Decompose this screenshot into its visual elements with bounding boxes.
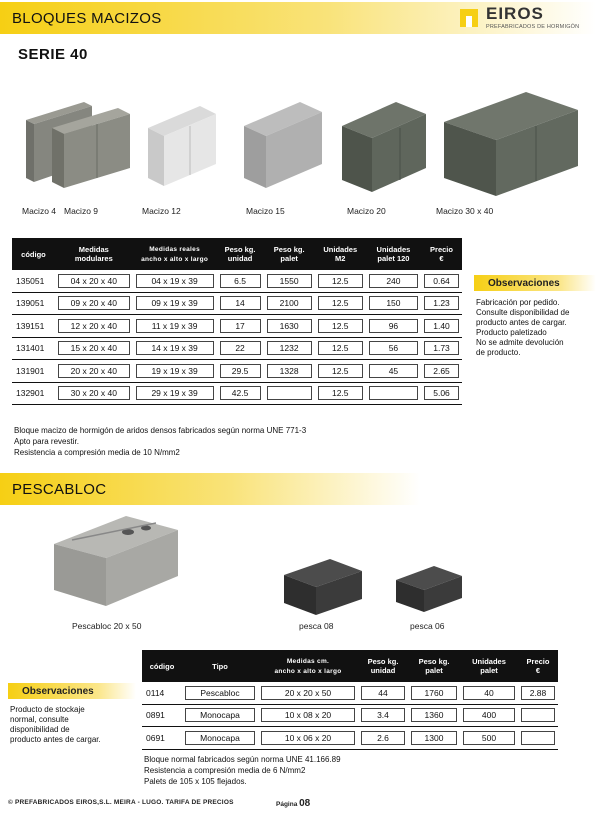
value-box: 12.5 xyxy=(318,296,363,310)
cell-peso_unidad xyxy=(217,383,264,406)
value-box: 22 xyxy=(220,341,261,355)
value-box: 1.23 xyxy=(424,296,459,310)
cell-unidades_m2 xyxy=(315,293,366,316)
cell-peso_palet xyxy=(264,338,315,361)
value-box: 56 xyxy=(369,341,418,355)
table-row xyxy=(12,270,462,293)
cell-modulares xyxy=(55,315,133,338)
cell-precio xyxy=(421,360,462,383)
cell-modulares xyxy=(55,338,133,361)
cell-peso_palet xyxy=(264,270,315,293)
cell-precio xyxy=(421,293,462,316)
cell-peso_unidad xyxy=(217,360,264,383)
col-peso-palet: Peso kg. palet xyxy=(264,238,315,270)
cell-unidades xyxy=(460,705,518,728)
caption-pesca-08: pesca 08 xyxy=(299,621,334,631)
cell-reales xyxy=(133,383,217,406)
table-row xyxy=(142,705,558,728)
col-unidades-palet: Unidades palet 120 xyxy=(366,238,421,270)
col-peso-palet: Peso kg. palet xyxy=(408,650,460,682)
value-box: 1760 xyxy=(411,686,457,700)
table-row xyxy=(12,293,462,316)
cell-peso_unidad xyxy=(217,315,264,338)
cell-unidades_palet xyxy=(366,315,421,338)
cell-peso_palet xyxy=(408,682,460,705)
value-box: 12.5 xyxy=(318,319,363,333)
cell-peso_palet xyxy=(264,360,315,383)
value-box: 1.73 xyxy=(424,341,459,355)
value-box: 19 x 19 x 39 xyxy=(136,364,214,378)
cell-precio xyxy=(421,315,462,338)
macizo-15-image xyxy=(240,96,326,192)
value-box: 1328 xyxy=(267,364,312,378)
cell-codigo: 132901 xyxy=(12,383,55,406)
col-medidas-modulares: Medidas modulares xyxy=(55,238,133,270)
cell-unidades xyxy=(460,682,518,705)
value-box: 500 xyxy=(463,731,515,745)
caption-macizo-9: Macizo 9 xyxy=(64,206,99,216)
col-tipo: Tipo xyxy=(182,650,258,682)
col-unidades: Unidades palet xyxy=(460,650,518,682)
col-precio: Precio € xyxy=(518,650,558,682)
cell-codigo: 0891 xyxy=(142,705,182,728)
value-box: 12.5 xyxy=(318,274,363,288)
col-medidas: Medidas cm. ancho x alto x largo xyxy=(258,650,358,682)
cell-reales xyxy=(133,293,217,316)
col-peso-unidad: Peso kg. unidad xyxy=(217,238,264,270)
value-box: 17 xyxy=(220,319,261,333)
observaciones-header: Observaciones xyxy=(8,683,136,699)
cell-unidades_m2 xyxy=(315,315,366,338)
value-box: 40 xyxy=(463,686,515,700)
price-table-macizos xyxy=(12,238,462,405)
value-box: Monocapa xyxy=(185,731,255,745)
value-box: 10 x 08 x 20 xyxy=(261,708,355,722)
section-title: BLOQUES MACIZOS xyxy=(12,9,162,27)
cell-unidades xyxy=(460,727,518,750)
caption-macizo-20: Macizo 20 xyxy=(347,206,386,216)
cell-peso_unidad xyxy=(217,293,264,316)
cell-codigo: 135051 xyxy=(12,270,55,293)
value-box: 2.65 xyxy=(424,364,459,378)
col-peso-unidad: Peso kg. unidad xyxy=(358,650,408,682)
value-box: 96 xyxy=(369,319,418,333)
value-box: 30 x 20 x 40 xyxy=(58,386,130,400)
cell-reales xyxy=(133,315,217,338)
value-box: 14 x 19 x 39 xyxy=(136,341,214,355)
cell-modulares xyxy=(55,360,133,383)
macizo-4-9-image xyxy=(22,96,134,192)
eiros-logo xyxy=(458,6,582,34)
value-box: 2.88 xyxy=(521,686,555,700)
caption-macizo-15: Macizo 15 xyxy=(246,206,285,216)
cell-codigo: 139051 xyxy=(12,293,55,316)
table-row xyxy=(12,338,462,361)
value-box: 12 x 20 x 40 xyxy=(58,319,130,333)
value-box: 1.40 xyxy=(424,319,459,333)
notes-pescabloc: Bloque normal fabricados según norma UNE 41.166.89 Resistencia a compresión media de 6 N/mm2 Palets de 105 x 105 flejados. xyxy=(144,755,341,786)
value-box: 1300 xyxy=(411,731,457,745)
table-row xyxy=(142,727,558,750)
cell-codigo: 0691 xyxy=(142,727,182,750)
cell-peso_palet xyxy=(408,705,460,728)
col-unidades-m2: Unidades M2 xyxy=(315,238,366,270)
caption-pescabloc: Pescabloc 20 x 50 xyxy=(72,621,142,631)
value-box: 04 x 20 x 40 xyxy=(58,274,130,288)
value-box: 09 x 19 x 39 xyxy=(136,296,214,310)
cell-tipo xyxy=(182,682,258,705)
pesca-06-image xyxy=(392,562,466,618)
value-box: 0.64 xyxy=(424,274,459,288)
section-title: PESCABLOC xyxy=(12,480,107,498)
value-box: 1232 xyxy=(267,341,312,355)
cell-unidades_m2 xyxy=(315,383,366,406)
value-box: 1550 xyxy=(267,274,312,288)
macizo-30x40-image xyxy=(440,86,582,200)
value-box: 11 x 19 x 39 xyxy=(136,319,214,333)
value-box: 240 xyxy=(369,274,418,288)
cell-medidas xyxy=(258,682,358,705)
value-box: 12.5 xyxy=(318,386,363,400)
page-number: Página 08 xyxy=(276,798,311,809)
cell-tipo xyxy=(182,727,258,750)
cell-tipo xyxy=(182,705,258,728)
logo-tagline: PREFABRICADOS DE HORMIGÓN xyxy=(486,24,580,30)
observaciones-text: Producto de stockaje normal, consulte disponibilidad de producto antes de cargar. xyxy=(10,705,101,744)
cell-precio xyxy=(518,727,558,750)
value-box: 20 x 20 x 50 xyxy=(261,686,355,700)
value-box: Pescabloc xyxy=(185,686,255,700)
macizo-20-image xyxy=(338,96,430,196)
cell-unidades_m2 xyxy=(315,338,366,361)
notes-macizos: Bloque macizo de hormigón de aridos densos fabricados según norma UNE 771-3 Apto para revestir. Resistencia a compresión media de 10 N/mm2 xyxy=(14,426,307,457)
cell-peso_unidad xyxy=(358,682,408,705)
caption-macizo-30x40: Macizo 30 x 40 xyxy=(436,206,494,216)
cell-precio xyxy=(421,338,462,361)
eiros-logo-icon xyxy=(458,7,480,29)
cell-peso_unidad xyxy=(217,270,264,293)
col-codigo: código xyxy=(142,650,182,682)
pesca-08-image xyxy=(280,555,366,619)
cell-precio xyxy=(421,270,462,293)
cell-modulares xyxy=(55,383,133,406)
value-box: 04 x 19 x 39 xyxy=(136,274,214,288)
value-box xyxy=(267,386,312,400)
col-precio: Precio € xyxy=(421,238,462,270)
value-box: 14 xyxy=(220,296,261,310)
cell-unidades_palet xyxy=(366,293,421,316)
table-row xyxy=(12,383,462,406)
price-table-pescabloc xyxy=(142,650,558,750)
footer-copyright: © PREFABRICADOS EIROS,S.L. MEIRA - LUGO. TARIFA DE PRECIOS xyxy=(8,799,234,806)
caption-macizo-12: Macizo 12 xyxy=(142,206,181,216)
value-box: Monocapa xyxy=(185,708,255,722)
value-box xyxy=(521,731,555,745)
value-box: 42.5 xyxy=(220,386,261,400)
cell-modulares xyxy=(55,293,133,316)
cell-unidades_palet xyxy=(366,338,421,361)
cell-peso_palet xyxy=(264,293,315,316)
cell-unidades_m2 xyxy=(315,360,366,383)
value-box: 20 x 20 x 40 xyxy=(58,364,130,378)
pescabloc-20x50-image xyxy=(50,510,182,610)
cell-unidades_palet xyxy=(366,383,421,406)
value-box: 5.06 xyxy=(424,386,459,400)
cell-unidades_palet xyxy=(366,270,421,293)
table-header-row xyxy=(142,650,558,682)
cell-unidades_palet xyxy=(366,360,421,383)
cell-codigo: 131401 xyxy=(12,338,55,361)
value-box: 400 xyxy=(463,708,515,722)
cell-precio xyxy=(421,383,462,406)
cell-codigo: 139151 xyxy=(12,315,55,338)
cell-precio xyxy=(518,705,558,728)
macizo-12-image xyxy=(144,100,220,190)
cell-unidades_m2 xyxy=(315,270,366,293)
section-header-pescabloc xyxy=(0,473,420,505)
cell-medidas xyxy=(258,727,358,750)
value-box: 09 x 20 x 40 xyxy=(58,296,130,310)
observaciones-text: Fabricación por pedido. Consulte disponibilidad de producto antes de cargar. Producto paletizado No se admite devolución de producto. xyxy=(476,298,570,357)
value-box: 1360 xyxy=(411,708,457,722)
value-box: 6.5 xyxy=(220,274,261,288)
value-box: 10 x 06 x 20 xyxy=(261,731,355,745)
cell-codigo: 131901 xyxy=(12,360,55,383)
value-box: 2100 xyxy=(267,296,312,310)
col-codigo: código xyxy=(12,238,55,270)
value-box: 3.4 xyxy=(361,708,405,722)
value-box: 15 x 20 x 40 xyxy=(58,341,130,355)
cell-codigo: 0114 xyxy=(142,682,182,705)
table-row xyxy=(12,315,462,338)
value-box: 1630 xyxy=(267,319,312,333)
observaciones-header: Observaciones xyxy=(474,275,596,291)
value-box: 29.5 xyxy=(220,364,261,378)
value-box xyxy=(369,386,418,400)
cell-reales xyxy=(133,338,217,361)
cell-peso_unidad xyxy=(217,338,264,361)
cell-reales xyxy=(133,360,217,383)
cell-precio xyxy=(518,682,558,705)
cell-reales xyxy=(133,270,217,293)
table-row xyxy=(142,682,558,705)
cell-peso_unidad xyxy=(358,727,408,750)
cell-peso_unidad xyxy=(358,705,408,728)
cell-peso_palet xyxy=(408,727,460,750)
table-row xyxy=(12,360,462,383)
value-box: 44 xyxy=(361,686,405,700)
value-box: 45 xyxy=(369,364,418,378)
cell-peso_palet xyxy=(264,383,315,406)
value-box: 150 xyxy=(369,296,418,310)
logo-name: EIROS xyxy=(486,4,544,23)
col-medidas-reales: Medidas reales ancho x alto x largo xyxy=(133,238,217,270)
value-box: 12.5 xyxy=(318,341,363,355)
value-box: 29 x 19 x 39 xyxy=(136,386,214,400)
cell-medidas xyxy=(258,705,358,728)
caption-macizo-4: Macizo 4 xyxy=(22,206,57,216)
cell-modulares xyxy=(55,270,133,293)
cell-peso_palet xyxy=(264,315,315,338)
table-header-row xyxy=(12,238,462,270)
caption-pesca-06: pesca 06 xyxy=(410,621,445,631)
serie-title: SERIE 40 xyxy=(18,46,88,63)
value-box xyxy=(521,708,555,722)
value-box: 12.5 xyxy=(318,364,363,378)
value-box: 2.6 xyxy=(361,731,405,745)
